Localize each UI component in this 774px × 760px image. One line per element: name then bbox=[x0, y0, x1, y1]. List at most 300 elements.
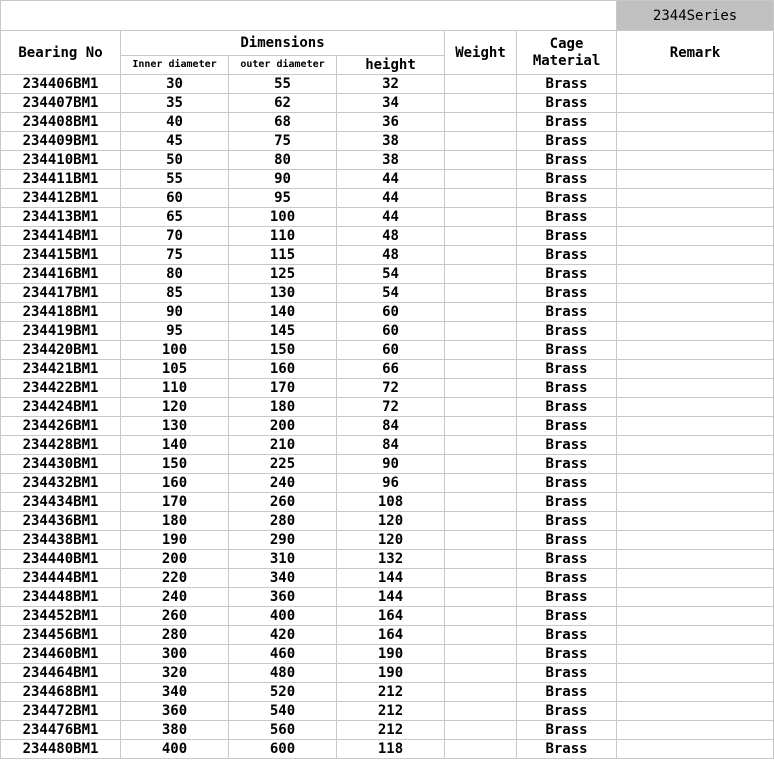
cell-height: 44 bbox=[337, 189, 445, 208]
cell-weight bbox=[445, 417, 517, 436]
cell-cage-material: Brass bbox=[517, 550, 617, 569]
cell-cage-material: Brass bbox=[517, 626, 617, 645]
table-row bbox=[1, 740, 774, 759]
cell-remark bbox=[617, 246, 774, 265]
cell-height: 108 bbox=[337, 493, 445, 512]
table-row bbox=[1, 664, 774, 683]
cell-inner-diameter: 320 bbox=[121, 664, 229, 683]
cell-weight bbox=[445, 208, 517, 227]
cell-remark bbox=[617, 151, 774, 170]
cell-bearing-no: 234415BM1 bbox=[1, 246, 121, 265]
cell-bearing-no: 234456BM1 bbox=[1, 626, 121, 645]
cell-remark bbox=[617, 398, 774, 417]
cell-bearing-no: 234406BM1 bbox=[1, 75, 121, 94]
cell-height: 144 bbox=[337, 588, 445, 607]
table-row bbox=[1, 398, 774, 417]
table-row bbox=[1, 322, 774, 341]
cell-weight bbox=[445, 664, 517, 683]
cell-inner-diameter: 380 bbox=[121, 721, 229, 740]
cell-cage-material: Brass bbox=[517, 531, 617, 550]
cell-inner-diameter: 55 bbox=[121, 170, 229, 189]
cell-inner-diameter: 220 bbox=[121, 569, 229, 588]
cell-outer-diameter: 360 bbox=[229, 588, 337, 607]
table-row bbox=[1, 132, 774, 151]
cell-weight bbox=[445, 151, 517, 170]
cell-height: 54 bbox=[337, 284, 445, 303]
cell-inner-diameter: 170 bbox=[121, 493, 229, 512]
cell-remark bbox=[617, 94, 774, 113]
cell-outer-diameter: 540 bbox=[229, 702, 337, 721]
cell-weight bbox=[445, 569, 517, 588]
cell-height: 72 bbox=[337, 398, 445, 417]
cell-remark bbox=[617, 664, 774, 683]
table-row bbox=[1, 721, 774, 740]
cell-weight bbox=[445, 474, 517, 493]
cell-height: 212 bbox=[337, 683, 445, 702]
header-material: Material bbox=[532, 52, 601, 69]
cell-cage-material: Brass bbox=[517, 94, 617, 113]
cell-outer-diameter: 340 bbox=[229, 569, 337, 588]
table-row bbox=[1, 493, 774, 512]
cell-outer-diameter: 480 bbox=[229, 664, 337, 683]
cell-bearing-no: 234421BM1 bbox=[1, 360, 121, 379]
cell-bearing-no: 234409BM1 bbox=[1, 132, 121, 151]
cell-inner-diameter: 200 bbox=[121, 550, 229, 569]
cell-remark bbox=[617, 227, 774, 246]
cell-weight bbox=[445, 436, 517, 455]
cell-inner-diameter: 90 bbox=[121, 303, 229, 322]
cell-weight bbox=[445, 113, 517, 132]
cell-bearing-no: 234411BM1 bbox=[1, 170, 121, 189]
cell-inner-diameter: 120 bbox=[121, 398, 229, 417]
table-row bbox=[1, 189, 774, 208]
header-bearing-no: Bearing No bbox=[1, 31, 121, 75]
cell-height: 212 bbox=[337, 702, 445, 721]
cell-height: 84 bbox=[337, 417, 445, 436]
table-row bbox=[1, 474, 774, 493]
table-row bbox=[1, 227, 774, 246]
cell-height: 164 bbox=[337, 626, 445, 645]
cell-cage-material: Brass bbox=[517, 113, 617, 132]
cell-remark bbox=[617, 208, 774, 227]
cell-outer-diameter: 55 bbox=[229, 75, 337, 94]
cell-bearing-no: 234430BM1 bbox=[1, 455, 121, 474]
cell-inner-diameter: 180 bbox=[121, 512, 229, 531]
cell-cage-material: Brass bbox=[517, 702, 617, 721]
cell-remark bbox=[617, 417, 774, 436]
cell-bearing-no: 234428BM1 bbox=[1, 436, 121, 455]
header-cage: Cage bbox=[549, 35, 584, 52]
cell-weight bbox=[445, 322, 517, 341]
cell-height: 132 bbox=[337, 550, 445, 569]
cell-inner-diameter: 60 bbox=[121, 189, 229, 208]
cell-remark bbox=[617, 721, 774, 740]
cell-weight bbox=[445, 683, 517, 702]
cell-inner-diameter: 35 bbox=[121, 94, 229, 113]
cell-bearing-no: 234419BM1 bbox=[1, 322, 121, 341]
cell-bearing-no: 234480BM1 bbox=[1, 740, 121, 759]
cell-cage-material: Brass bbox=[517, 664, 617, 683]
cell-height: 60 bbox=[337, 322, 445, 341]
cell-inner-diameter: 40 bbox=[121, 113, 229, 132]
cell-cage-material: Brass bbox=[517, 151, 617, 170]
cell-remark bbox=[617, 189, 774, 208]
cell-inner-diameter: 30 bbox=[121, 75, 229, 94]
cell-cage-material: Brass bbox=[517, 588, 617, 607]
series-label: 2344Series bbox=[617, 1, 774, 31]
table-row bbox=[1, 284, 774, 303]
cell-outer-diameter: 140 bbox=[229, 303, 337, 322]
cell-remark bbox=[617, 493, 774, 512]
cell-weight bbox=[445, 360, 517, 379]
cell-weight bbox=[445, 493, 517, 512]
cell-outer-diameter: 75 bbox=[229, 132, 337, 151]
table-row bbox=[1, 588, 774, 607]
cell-outer-diameter: 62 bbox=[229, 94, 337, 113]
cell-cage-material: Brass bbox=[517, 436, 617, 455]
cell-weight bbox=[445, 303, 517, 322]
cell-height: 190 bbox=[337, 664, 445, 683]
cell-remark bbox=[617, 626, 774, 645]
cell-remark bbox=[617, 170, 774, 189]
cell-height: 44 bbox=[337, 170, 445, 189]
cell-inner-diameter: 100 bbox=[121, 341, 229, 360]
cell-weight bbox=[445, 189, 517, 208]
cell-inner-diameter: 300 bbox=[121, 645, 229, 664]
cell-bearing-no: 234434BM1 bbox=[1, 493, 121, 512]
table-row bbox=[1, 436, 774, 455]
cell-weight bbox=[445, 588, 517, 607]
cell-outer-diameter: 290 bbox=[229, 531, 337, 550]
cell-outer-diameter: 95 bbox=[229, 189, 337, 208]
cell-outer-diameter: 68 bbox=[229, 113, 337, 132]
cell-outer-diameter: 460 bbox=[229, 645, 337, 664]
cell-height: 60 bbox=[337, 303, 445, 322]
table-row bbox=[1, 94, 774, 113]
cell-remark bbox=[617, 75, 774, 94]
cell-outer-diameter: 125 bbox=[229, 265, 337, 284]
table-row bbox=[1, 151, 774, 170]
table-row bbox=[1, 246, 774, 265]
cell-outer-diameter: 420 bbox=[229, 626, 337, 645]
cell-remark bbox=[617, 360, 774, 379]
blank-cell bbox=[1, 1, 617, 31]
cell-bearing-no: 234444BM1 bbox=[1, 569, 121, 588]
cell-remark bbox=[617, 341, 774, 360]
cell-cage-material: Brass bbox=[517, 246, 617, 265]
cell-weight bbox=[445, 246, 517, 265]
cell-remark bbox=[617, 740, 774, 759]
cell-height: 66 bbox=[337, 360, 445, 379]
header-row bbox=[1, 31, 774, 56]
table-row bbox=[1, 265, 774, 284]
cell-weight bbox=[445, 75, 517, 94]
cell-remark bbox=[617, 436, 774, 455]
cell-cage-material: Brass bbox=[517, 455, 617, 474]
cell-outer-diameter: 260 bbox=[229, 493, 337, 512]
cell-height: 36 bbox=[337, 113, 445, 132]
cell-cage-material: Brass bbox=[517, 645, 617, 664]
cell-cage-material: Brass bbox=[517, 740, 617, 759]
cell-outer-diameter: 240 bbox=[229, 474, 337, 493]
cell-remark bbox=[617, 645, 774, 664]
table-row bbox=[1, 626, 774, 645]
cell-remark bbox=[617, 474, 774, 493]
cell-inner-diameter: 85 bbox=[121, 284, 229, 303]
cell-cage-material: Brass bbox=[517, 227, 617, 246]
cell-remark bbox=[617, 132, 774, 151]
cell-height: 164 bbox=[337, 607, 445, 626]
cell-outer-diameter: 180 bbox=[229, 398, 337, 417]
cell-height: 48 bbox=[337, 227, 445, 246]
cell-height: 60 bbox=[337, 341, 445, 360]
header-outer-diameter: outer diameter bbox=[229, 56, 337, 75]
cell-bearing-no: 234418BM1 bbox=[1, 303, 121, 322]
cell-weight bbox=[445, 531, 517, 550]
cell-bearing-no: 234448BM1 bbox=[1, 588, 121, 607]
cell-remark bbox=[617, 455, 774, 474]
table-row bbox=[1, 303, 774, 322]
cell-height: 96 bbox=[337, 474, 445, 493]
cell-bearing-no: 234464BM1 bbox=[1, 664, 121, 683]
cell-height: 54 bbox=[337, 265, 445, 284]
cell-height: 144 bbox=[337, 569, 445, 588]
cell-weight bbox=[445, 341, 517, 360]
cell-inner-diameter: 360 bbox=[121, 702, 229, 721]
header-cage-material bbox=[517, 31, 617, 75]
cell-bearing-no: 234460BM1 bbox=[1, 645, 121, 664]
cell-weight bbox=[445, 284, 517, 303]
cell-cage-material: Brass bbox=[517, 208, 617, 227]
header-dimensions: Dimensions bbox=[121, 31, 445, 56]
cell-bearing-no: 234426BM1 bbox=[1, 417, 121, 436]
cell-inner-diameter: 280 bbox=[121, 626, 229, 645]
table-row bbox=[1, 531, 774, 550]
cell-outer-diameter: 160 bbox=[229, 360, 337, 379]
cell-height: 38 bbox=[337, 151, 445, 170]
table-row bbox=[1, 170, 774, 189]
cell-cage-material: Brass bbox=[517, 721, 617, 740]
cell-cage-material: Brass bbox=[517, 75, 617, 94]
cell-weight bbox=[445, 740, 517, 759]
cell-bearing-no: 234432BM1 bbox=[1, 474, 121, 493]
cell-height: 84 bbox=[337, 436, 445, 455]
cell-weight bbox=[445, 626, 517, 645]
cell-cage-material: Brass bbox=[517, 607, 617, 626]
cell-inner-diameter: 340 bbox=[121, 683, 229, 702]
cell-height: 118 bbox=[337, 740, 445, 759]
cell-bearing-no: 234412BM1 bbox=[1, 189, 121, 208]
cell-outer-diameter: 130 bbox=[229, 284, 337, 303]
cell-outer-diameter: 310 bbox=[229, 550, 337, 569]
cell-inner-diameter: 140 bbox=[121, 436, 229, 455]
cell-weight bbox=[445, 94, 517, 113]
cell-inner-diameter: 70 bbox=[121, 227, 229, 246]
cell-cage-material: Brass bbox=[517, 360, 617, 379]
header-height: height bbox=[337, 56, 445, 75]
cell-height: 212 bbox=[337, 721, 445, 740]
cell-height: 120 bbox=[337, 512, 445, 531]
cell-inner-diameter: 400 bbox=[121, 740, 229, 759]
table-row bbox=[1, 113, 774, 132]
cell-weight bbox=[445, 550, 517, 569]
cell-bearing-no: 234436BM1 bbox=[1, 512, 121, 531]
cell-outer-diameter: 280 bbox=[229, 512, 337, 531]
cell-outer-diameter: 100 bbox=[229, 208, 337, 227]
cell-inner-diameter: 160 bbox=[121, 474, 229, 493]
cell-cage-material: Brass bbox=[517, 132, 617, 151]
table-row bbox=[1, 341, 774, 360]
cell-outer-diameter: 150 bbox=[229, 341, 337, 360]
cell-height: 90 bbox=[337, 455, 445, 474]
cell-remark bbox=[617, 322, 774, 341]
cell-height: 72 bbox=[337, 379, 445, 398]
cell-cage-material: Brass bbox=[517, 683, 617, 702]
cell-cage-material: Brass bbox=[517, 398, 617, 417]
cell-outer-diameter: 90 bbox=[229, 170, 337, 189]
cell-remark bbox=[617, 550, 774, 569]
cell-outer-diameter: 520 bbox=[229, 683, 337, 702]
cell-bearing-no: 234422BM1 bbox=[1, 379, 121, 398]
cell-weight bbox=[445, 398, 517, 417]
cell-bearing-no: 234416BM1 bbox=[1, 265, 121, 284]
table-row bbox=[1, 512, 774, 531]
cell-bearing-no: 234414BM1 bbox=[1, 227, 121, 246]
cell-cage-material: Brass bbox=[517, 170, 617, 189]
cell-inner-diameter: 150 bbox=[121, 455, 229, 474]
cell-remark bbox=[617, 683, 774, 702]
cell-inner-diameter: 110 bbox=[121, 379, 229, 398]
cell-remark bbox=[617, 113, 774, 132]
cell-cage-material: Brass bbox=[517, 493, 617, 512]
cell-remark bbox=[617, 569, 774, 588]
cell-outer-diameter: 400 bbox=[229, 607, 337, 626]
header-inner-diameter: Inner diameter bbox=[121, 56, 229, 75]
cell-cage-material: Brass bbox=[517, 303, 617, 322]
cell-height: 190 bbox=[337, 645, 445, 664]
table-row bbox=[1, 702, 774, 721]
cell-bearing-no: 234472BM1 bbox=[1, 702, 121, 721]
title-row bbox=[1, 1, 774, 31]
table-row bbox=[1, 645, 774, 664]
cell-cage-material: Brass bbox=[517, 265, 617, 284]
table-row bbox=[1, 607, 774, 626]
cell-cage-material: Brass bbox=[517, 322, 617, 341]
cell-inner-diameter: 65 bbox=[121, 208, 229, 227]
cell-outer-diameter: 145 bbox=[229, 322, 337, 341]
cell-cage-material: Brass bbox=[517, 189, 617, 208]
cell-outer-diameter: 200 bbox=[229, 417, 337, 436]
cell-cage-material: Brass bbox=[517, 284, 617, 303]
table-row bbox=[1, 75, 774, 94]
cell-bearing-no: 234452BM1 bbox=[1, 607, 121, 626]
header-weight: Weight bbox=[445, 31, 517, 75]
cell-height: 38 bbox=[337, 132, 445, 151]
cell-remark bbox=[617, 588, 774, 607]
cell-outer-diameter: 210 bbox=[229, 436, 337, 455]
cell-weight bbox=[445, 721, 517, 740]
cell-cage-material: Brass bbox=[517, 512, 617, 531]
table-row bbox=[1, 569, 774, 588]
table-row bbox=[1, 455, 774, 474]
cell-inner-diameter: 75 bbox=[121, 246, 229, 265]
cell-outer-diameter: 560 bbox=[229, 721, 337, 740]
cell-cage-material: Brass bbox=[517, 474, 617, 493]
cell-weight bbox=[445, 512, 517, 531]
cell-outer-diameter: 225 bbox=[229, 455, 337, 474]
cell-weight bbox=[445, 379, 517, 398]
cell-outer-diameter: 115 bbox=[229, 246, 337, 265]
cell-inner-diameter: 190 bbox=[121, 531, 229, 550]
cell-bearing-no: 234413BM1 bbox=[1, 208, 121, 227]
cell-inner-diameter: 240 bbox=[121, 588, 229, 607]
cell-bearing-no: 234438BM1 bbox=[1, 531, 121, 550]
cell-remark bbox=[617, 303, 774, 322]
cell-inner-diameter: 45 bbox=[121, 132, 229, 151]
table-row bbox=[1, 379, 774, 398]
cell-inner-diameter: 260 bbox=[121, 607, 229, 626]
table-row bbox=[1, 550, 774, 569]
cell-weight bbox=[445, 455, 517, 474]
cell-remark bbox=[617, 265, 774, 284]
table-row bbox=[1, 417, 774, 436]
cell-height: 32 bbox=[337, 75, 445, 94]
cell-height: 48 bbox=[337, 246, 445, 265]
table-row bbox=[1, 683, 774, 702]
cell-inner-diameter: 130 bbox=[121, 417, 229, 436]
cell-remark bbox=[617, 607, 774, 626]
cell-bearing-no: 234468BM1 bbox=[1, 683, 121, 702]
cell-inner-diameter: 105 bbox=[121, 360, 229, 379]
cell-remark bbox=[617, 531, 774, 550]
cell-bearing-no: 234440BM1 bbox=[1, 550, 121, 569]
cell-bearing-no: 234407BM1 bbox=[1, 94, 121, 113]
cell-height: 120 bbox=[337, 531, 445, 550]
cell-weight bbox=[445, 265, 517, 284]
cell-height: 44 bbox=[337, 208, 445, 227]
cell-cage-material: Brass bbox=[517, 379, 617, 398]
cell-weight bbox=[445, 227, 517, 246]
cell-weight bbox=[445, 132, 517, 151]
table-row bbox=[1, 360, 774, 379]
cell-bearing-no: 234424BM1 bbox=[1, 398, 121, 417]
cell-weight bbox=[445, 607, 517, 626]
cell-outer-diameter: 600 bbox=[229, 740, 337, 759]
cell-cage-material: Brass bbox=[517, 341, 617, 360]
cell-weight bbox=[445, 702, 517, 721]
cell-inner-diameter: 80 bbox=[121, 265, 229, 284]
cell-bearing-no: 234410BM1 bbox=[1, 151, 121, 170]
cell-outer-diameter: 80 bbox=[229, 151, 337, 170]
cell-bearing-no: 234420BM1 bbox=[1, 341, 121, 360]
cell-outer-diameter: 170 bbox=[229, 379, 337, 398]
header-remark: Remark bbox=[617, 31, 774, 75]
cell-inner-diameter: 95 bbox=[121, 322, 229, 341]
cell-bearing-no: 234476BM1 bbox=[1, 721, 121, 740]
cell-cage-material: Brass bbox=[517, 569, 617, 588]
cell-weight bbox=[445, 645, 517, 664]
cell-outer-diameter: 110 bbox=[229, 227, 337, 246]
cell-cage-material: Brass bbox=[517, 417, 617, 436]
cell-inner-diameter: 50 bbox=[121, 151, 229, 170]
cell-remark bbox=[617, 379, 774, 398]
cell-remark bbox=[617, 512, 774, 531]
cell-remark bbox=[617, 284, 774, 303]
cell-weight bbox=[445, 170, 517, 189]
cell-height: 34 bbox=[337, 94, 445, 113]
cell-bearing-no: 234417BM1 bbox=[1, 284, 121, 303]
cell-bearing-no: 234408BM1 bbox=[1, 113, 121, 132]
